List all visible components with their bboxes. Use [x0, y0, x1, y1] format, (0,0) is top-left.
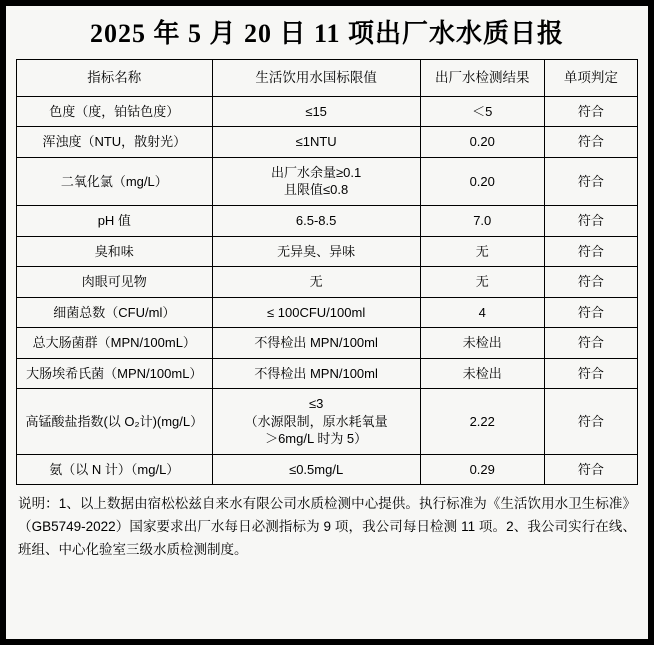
table-row [17, 454, 638, 485]
indicator-standard-line3: ＞6mg/L 时为 5） [265, 431, 368, 447]
indicator-standard [212, 157, 420, 205]
indicator-standard-line2: （水源限制，原水耗氧量 [244, 413, 388, 429]
indicator-result: 无 [420, 236, 544, 267]
indicator-result: 未检出 [420, 328, 544, 359]
table-row [17, 127, 638, 158]
indicator-standard-line1: 出厂水余量≥0.1 [271, 164, 362, 180]
indicator-standard: 不得检出 MPN/100ml [212, 328, 420, 359]
indicator-result: 4 [420, 297, 544, 328]
table-row [17, 236, 638, 267]
table-row [17, 358, 638, 389]
column-header-result: 出厂水检测结果 [420, 59, 544, 96]
indicator-result: 0.29 [420, 454, 544, 485]
table-row [17, 328, 638, 359]
indicator-judgement: 符合 [544, 389, 637, 455]
indicator-name: 肉眼可见物 [17, 267, 213, 298]
table-row [17, 206, 638, 237]
indicator-standard: ≤1NTU [212, 127, 420, 158]
indicator-standard-line1: ≤3 [308, 396, 324, 412]
column-header-judgement: 单项判定 [544, 59, 637, 96]
indicator-name: 二氧化氯（mg/L） [17, 157, 213, 205]
indicator-result: 0.20 [420, 157, 544, 205]
table-row [17, 267, 638, 298]
indicator-judgement: 符合 [544, 96, 637, 127]
indicator-judgement: 符合 [544, 358, 637, 389]
indicator-name: 总大肠菌群（MPN/100mL） [17, 328, 213, 359]
table-row [17, 96, 638, 127]
indicator-result: 2.22 [420, 389, 544, 455]
indicator-name: pH 值 [17, 206, 213, 237]
indicator-standard-line2: 且限值≤0.8 [284, 182, 349, 198]
indicator-judgement: 符合 [544, 297, 637, 328]
indicator-standard: 无异臭、异味 [212, 236, 420, 267]
indicator-name: 大肠埃希氏菌（MPN/100mL） [17, 358, 213, 389]
indicator-standard: ≤0.5mg/L [212, 454, 420, 485]
indicator-judgement: 符合 [544, 206, 637, 237]
indicator-judgement: 符合 [544, 127, 637, 158]
table-row [17, 297, 638, 328]
table-row [17, 389, 638, 455]
indicator-result: 无 [420, 267, 544, 298]
indicator-name: 高锰酸盐指数(以 O₂计)(mg/L） [17, 389, 213, 455]
indicator-standard: 6.5-8.5 [212, 206, 420, 237]
indicator-name: 氨（以 N 计）（mg/L） [17, 454, 213, 485]
indicator-standard: 无 [212, 267, 420, 298]
indicator-standard [212, 389, 420, 455]
report-note-text: 说明：1、以上数据由宿松松兹自来水有限公司水质检测中心提供。执行标准为《生活饮用水卫生标准》（GB5749-2022）国家要求出厂水每日必测指标为 9 项，我公司每日检测 11 项。2、我公司实行在线、班组、中心化验室三级水质检测制度。 [18, 496, 636, 558]
indicator-result: 0.20 [420, 127, 544, 158]
indicator-judgement: 符合 [544, 236, 637, 267]
indicator-name: 色度（度，铂钴色度） [17, 96, 213, 127]
water-quality-table [16, 59, 638, 486]
indicator-result: 未检出 [420, 358, 544, 389]
table-row [17, 157, 638, 205]
indicator-judgement: 符合 [544, 454, 637, 485]
indicator-name: 细菌总数（CFU/ml） [17, 297, 213, 328]
report-note [16, 493, 638, 562]
indicator-result: 7.0 [420, 206, 544, 237]
column-header-standard: 生活饮用水国标限值 [212, 59, 420, 96]
indicator-result: ＜5 [420, 96, 544, 127]
indicator-judgement: 符合 [544, 328, 637, 359]
column-header-indicator: 指标名称 [17, 59, 213, 96]
indicator-judgement: 符合 [544, 157, 637, 205]
indicator-standard: ≤15 [212, 96, 420, 127]
indicator-judgement: 符合 [544, 267, 637, 298]
indicator-name: 臭和味 [17, 236, 213, 267]
indicator-name: 浑浊度（NTU，散射光） [17, 127, 213, 158]
table-header-row [17, 59, 638, 96]
indicator-standard: ≤ 100CFU/100ml [212, 297, 420, 328]
indicator-standard: 不得检出 MPN/100ml [212, 358, 420, 389]
page-title: 2025 年 5 月 20 日 11 项出厂水水质日报 [89, 19, 565, 48]
